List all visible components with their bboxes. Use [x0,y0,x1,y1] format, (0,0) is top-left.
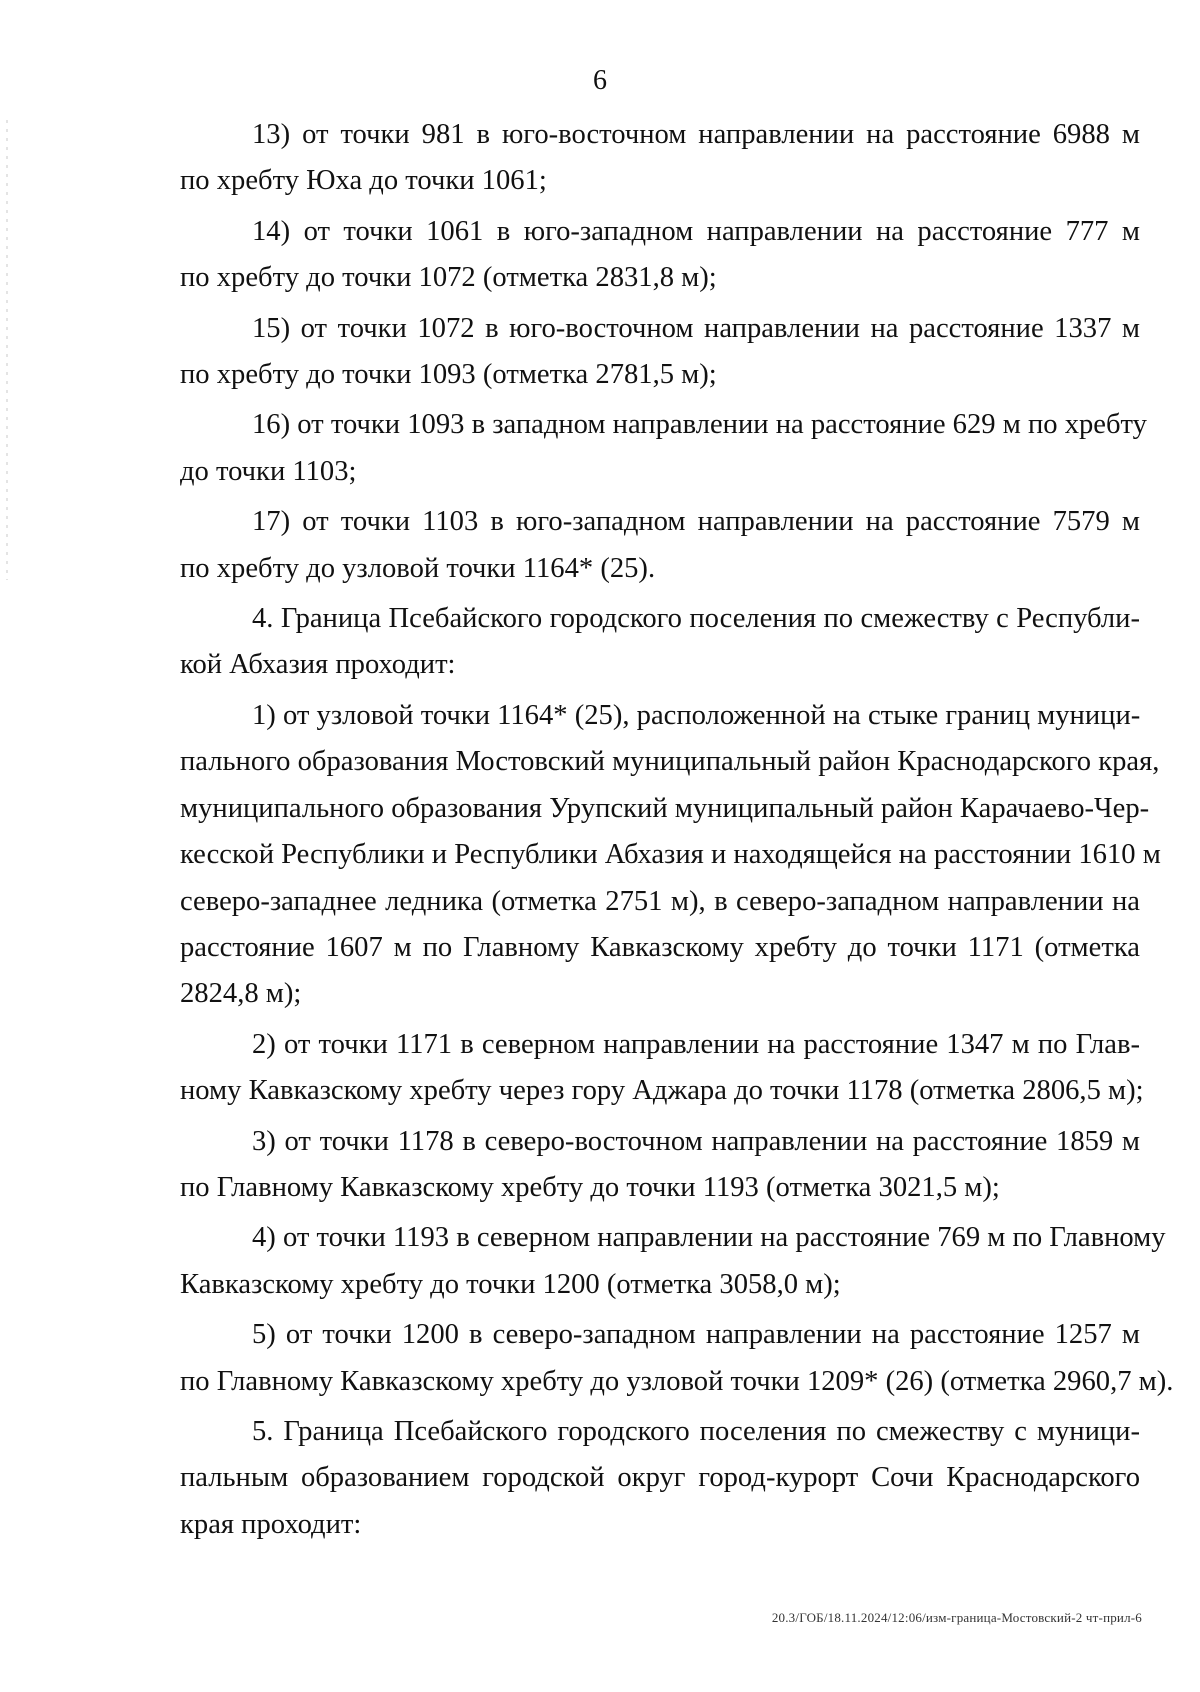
text-line: по хребту Юха до точки 1061; [180,165,547,197]
scan-edge-artifact [6,120,8,580]
paragraph [180,1215,1166,1308]
text-line: по хребту до точки 1093 (отметка 2781,5 м); [180,359,717,391]
text-line: пальным образованием городской округ город-курорт Сочи Краснодарского [180,1462,1140,1494]
text-line: по Главному Кавказскому хребту до точки 1193 (отметка 3021,5 м); [180,1171,1000,1203]
text-line: пального образования Мостовский муниципальный район Краснодарского края, [180,746,1160,778]
document-body [180,112,1174,1548]
text-line: северо-западнее ледника (отметка 2751 м), в северо-западном направлении на [180,885,1140,917]
text-line: 13) от точки 981 в юго-восточном направлении на расстояние 6988 м [252,119,1140,150]
text-line: 14) от точки 1061 в юго-западном направлении на расстояние 777 м [252,215,1140,247]
text-line: 4) от точки 1193 в северном направлении на расстояние 769 м по Главному [252,1222,1166,1254]
paragraph [180,1022,1144,1115]
text-line: до точки 1103; [180,455,357,487]
text-line: по хребту до узловой точки 1164* (25). [180,552,656,584]
paragraph [180,1312,1174,1405]
text-line: 2) от точки 1171 в северном направлении на расстояние 1347 м по Глав- [252,1028,1140,1060]
text-line: края проходит: [180,1508,362,1540]
paragraph [180,1409,1140,1548]
text-line: 15) от точки 1072 в юго-восточном направлении на расстояние 1337 м [252,312,1140,344]
document-footer-id: 20.3/ГОБ/18.11.2024/12:06/изм-граница-Мостовский-2 чт-прил-6 [771,1610,1142,1625]
text-line: 16) от точки 1093 в западном направлении на расстояние 629 м по хребту [252,409,1147,441]
text-line: Кавказскому хребту до точки 1200 (отметка 3058,0 м); [180,1268,841,1300]
text-line: 3) от точки 1178 в северо-восточном направлении на расстояние 1859 м [252,1125,1140,1157]
text-line: ному Кавказскому хребту через гору Аджара до точки 1178 (отметка 2806,5 м); [180,1075,1144,1107]
text-line: 1) от узловой точки 1164* (25), расположенной на стыке границ муници- [252,699,1141,731]
text-line: 5) от точки 1200 в северо-западном направлении на расстояние 1257 м [252,1319,1140,1351]
paragraph [180,209,1140,302]
text-line: кесской Республики и Республики Абхазия и находящейся на расстоянии 1610 м [180,839,1161,871]
page-number: 6 [593,65,607,96]
paragraph [180,402,1147,495]
text-line: муниципального образования Урупский муниципальный район Карачаево-Чер- [180,792,1150,824]
paragraph [180,596,1140,689]
text-line: 17) от точки 1103 в юго-западном направлении на расстояние 7579 м [252,506,1140,538]
text-line: 4. Граница Псебайского городского поселения по смежеству с Республи- [252,603,1140,635]
paragraph [180,693,1161,1018]
text-line: кой Абхазия проходит: [180,649,456,681]
paragraph [180,306,1140,399]
text-line: по хребту до точки 1072 (отметка 2831,8 м); [180,262,717,294]
text-line: 5. Граница Псебайского городского поселения по смежеству с муници- [252,1415,1140,1447]
text-line: расстояние 1607 м по Главному Кавказскому хребту до точки 1171 (отметка [180,931,1140,963]
text-line: 2824,8 м); [180,978,302,1010]
paragraph [180,499,1140,592]
paragraph [180,112,1140,205]
paragraph [180,1119,1140,1212]
text-line: по Главному Кавказскому хребту до узловой точки 1209* (26) (отметка 2960,7 м). [180,1365,1174,1397]
